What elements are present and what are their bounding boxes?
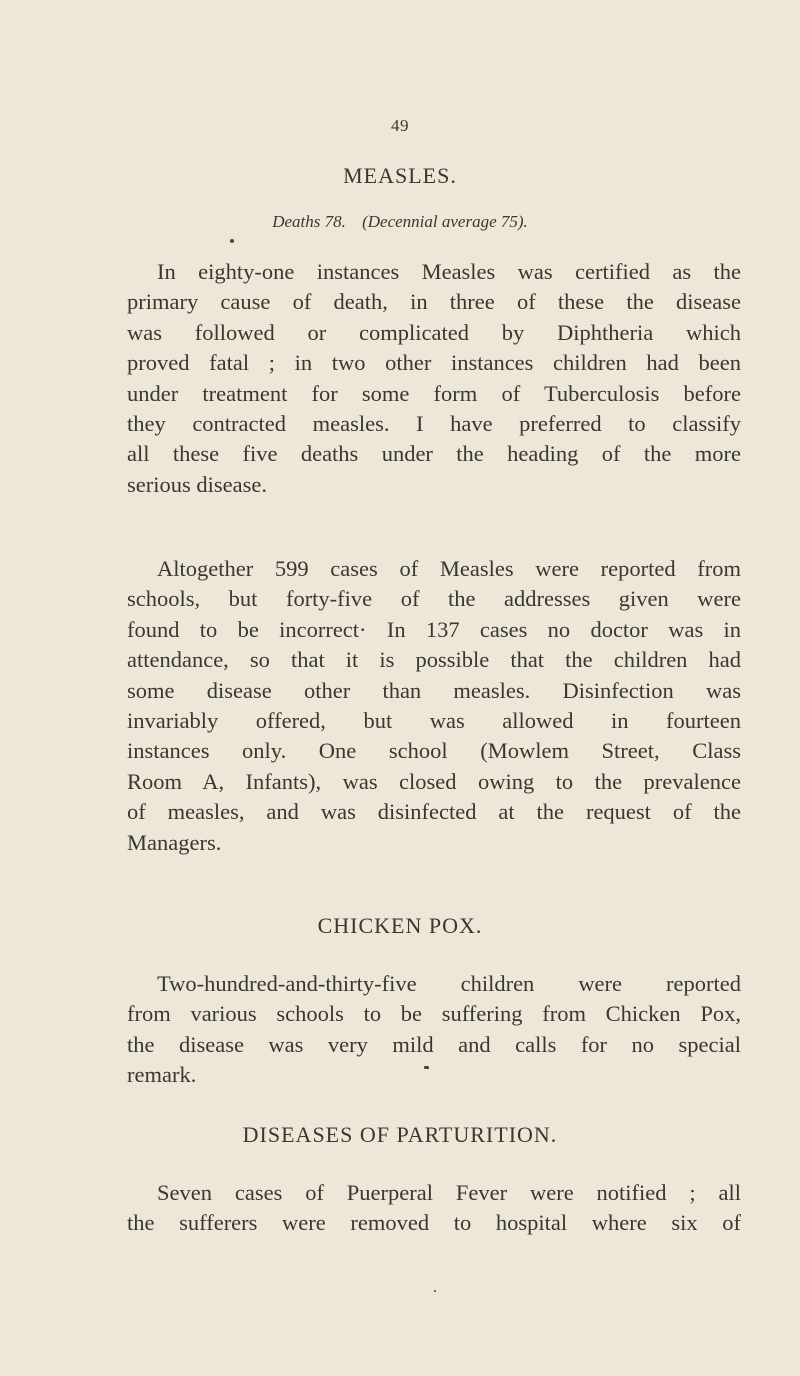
text-line: under treatment for some form of Tuberculosis before bbox=[127, 380, 741, 406]
measles-paragraph-1 bbox=[127, 257, 741, 500]
decennial-average: (Decennial average 75). bbox=[362, 212, 528, 231]
text-line: remark. bbox=[127, 1062, 197, 1088]
text-line: proved fatal ; in two other instances children had been bbox=[127, 350, 741, 376]
text-line: Two-hundred-and-thirty-five children were reported bbox=[157, 971, 741, 996]
measles-paragraph-2 bbox=[127, 554, 741, 858]
text-line: from various schools to be suffering from Chicken Pox, bbox=[127, 1001, 741, 1027]
text-line: the disease was very mild and calls for no special bbox=[127, 1031, 741, 1057]
chicken-pox-paragraph bbox=[127, 969, 741, 1091]
chicken-pox-heading: CHICKEN POX. bbox=[317, 913, 483, 938]
measles-heading: MEASLES. bbox=[343, 163, 457, 188]
text-line: instances only. One school (Mowlem Street, Class bbox=[127, 738, 741, 764]
ink-speck bbox=[424, 1066, 429, 1069]
text-line: Room A, Infants), was closed owing to the prevalence bbox=[127, 768, 741, 794]
text-line: Seven cases of Puerperal Fever were notified ; all bbox=[157, 1180, 741, 1205]
text-line: all these five deaths under the heading of the more bbox=[127, 441, 741, 467]
text-line: found to be incorrect· In 137 cases no doctor was in bbox=[127, 616, 741, 642]
text-line: primary cause of death, in three of these the disease bbox=[127, 289, 741, 315]
ink-speck bbox=[434, 1290, 436, 1292]
text-line: invariably offered, but was allowed in fourteen bbox=[127, 708, 741, 734]
text-line: the sufferers were removed to hospital where six of bbox=[127, 1210, 741, 1236]
text-line: serious disease. bbox=[127, 471, 267, 497]
page-number: 49 bbox=[391, 116, 409, 135]
measles-deaths-line bbox=[0, 212, 800, 232]
parturition-heading: DISEASES OF PARTURITION. bbox=[242, 1122, 558, 1147]
text-line: Altogether 599 cases of Measles were reported from bbox=[157, 556, 741, 581]
text-line: schools, but forty-five of the addresses given were bbox=[127, 586, 741, 612]
text-line: they contracted measles. I have preferred to classify bbox=[127, 411, 741, 437]
text-line: was followed or complicated by Diphtheria which bbox=[127, 319, 741, 345]
text-line: Managers. bbox=[127, 829, 222, 855]
text-line: In eighty-one instances Measles was certified as the bbox=[157, 259, 741, 284]
parturition-paragraph bbox=[127, 1178, 741, 1239]
text-line: attendance, so that it is possible that the children had bbox=[127, 647, 741, 673]
ink-speck bbox=[230, 239, 234, 243]
text-line: some disease other than measles. Disinfection was bbox=[127, 677, 741, 703]
text-line: of measles, and was disinfected at the request of the bbox=[127, 799, 741, 825]
deaths-count: Deaths 78. bbox=[272, 212, 346, 231]
